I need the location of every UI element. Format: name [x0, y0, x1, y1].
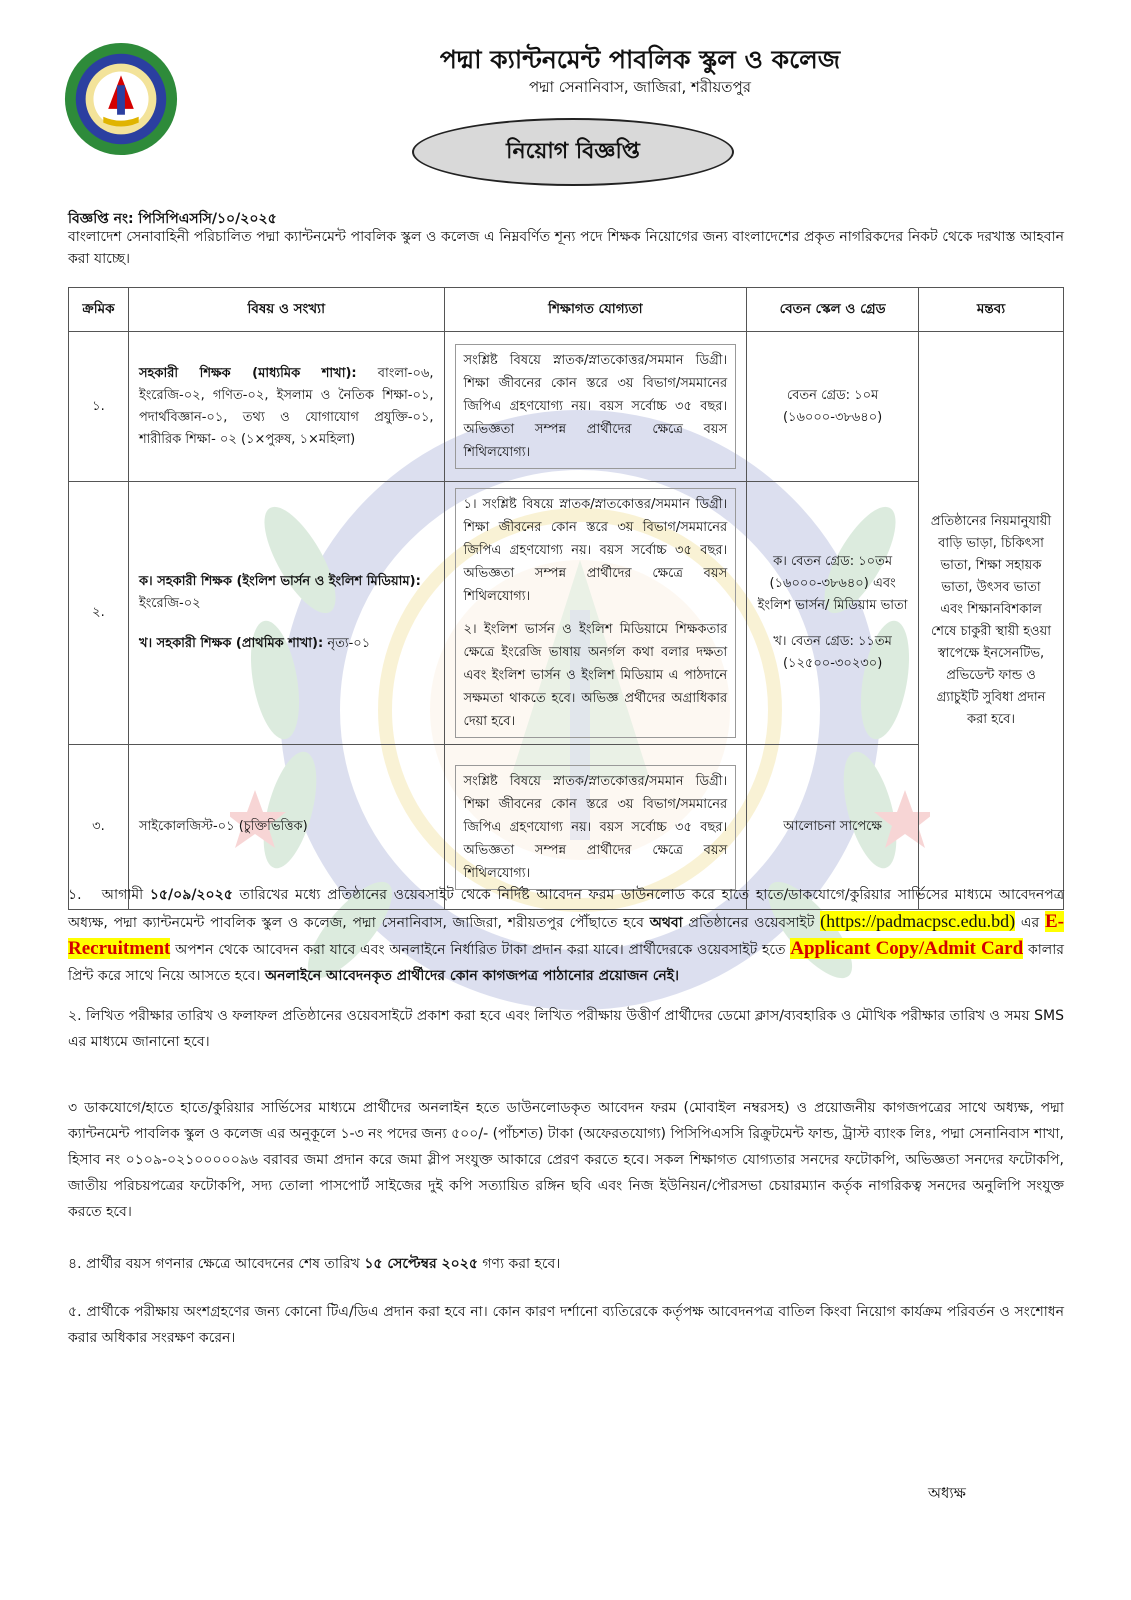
- row-pay-scale: [747, 332, 919, 482]
- note-2: ২. লিখিত পরীক্ষার তারিখ ও ফলাফল প্রতিষ্ঠানের ওয়েবসাইটে প্রকাশ করা হবে এবং লিখিত পরীক্ষায় উত্তীর্ণ প্রার্থীদের ডেমো ক্লাস/ব্যবহারিক ও মৌখিক পরীক্ষার তারিখ ও সময় SMS এর মাধ্যমে জানানো হবে।: [68, 1008, 1064, 1050]
- row-pay-scale: [747, 482, 919, 745]
- row-pay-scale: আলোচনা সাপেক্ষে: [747, 745, 919, 910]
- row-subject: [128, 332, 444, 482]
- note-4: [68, 1251, 1064, 1277]
- header-qualification: শিক্ষাগত যোগ্যতা: [444, 288, 747, 332]
- table-row: [69, 482, 1064, 745]
- note-1-text: আগামী: [101, 887, 150, 903]
- row-serial: ২.: [69, 482, 129, 745]
- row-qualification: [444, 332, 747, 482]
- row-subject: সাইকোলজিস্ট-০১ (চুক্তিভিত্তিক): [128, 745, 444, 910]
- notice-notes: [68, 882, 1064, 1365]
- signature: অধ্যক্ষ: [928, 1484, 966, 1502]
- row-qualification: [444, 482, 747, 745]
- e-recruitment-label: E-Recruitment: [68, 911, 1064, 959]
- note-1: [68, 882, 1064, 989]
- table-row: [69, 332, 1064, 482]
- note-1-text: কালার প্রিন্ট করে সাথে নিয়ে আসতে হবে।: [68, 942, 1064, 984]
- pay-b: খ। বেতন গ্রেড: ১১তম (১২৫০০-৩০২৩০): [773, 634, 892, 671]
- note-5: ৫. প্রার্থীকে পরীক্ষায় অংশগ্রহণের জন্য কোনো টিএ/ডিএ প্রদান করা হবে না। কোন কারণ দর্শানো ব্যতিরেকে কর্তৃপক্ষ আবেদনপত্র বাতিল কিংবা নিয়োগ কার্যক্রম পরিবর্তন ও সংশোধন করার অধিকার সংরক্ষণ করেন।: [68, 1304, 1064, 1346]
- header-subject: বিষয় ও সংখ্যা: [128, 288, 444, 332]
- age-reference-date: ১৫ সেপ্টেম্বর ২০২৫: [364, 1256, 478, 1272]
- qualification-text: [455, 488, 737, 738]
- post-a-title: ক। সহকারী শিক্ষক (ইংলিশ ভার্সন ও ইংলিশ মিডিয়াম):: [138, 574, 421, 589]
- post-title: সহকারী শিক্ষক (মাধ্যমিক শাখা):: [138, 365, 357, 381]
- note-1-text: অপশন থেকে আবেদন করা যাবে এবং অনলাইনে নির্ধারিত টাকা প্রদান করা যাবে। প্রার্থীদেরকে ওয়েবসাইট হতে: [170, 942, 791, 958]
- header-pay-scale: বেতন স্কেল ও গ্রেড: [747, 288, 919, 332]
- note-1-number: ১.: [68, 887, 82, 903]
- school-logo: [62, 40, 180, 158]
- notice-intro: বাংলাদেশ সেনাবাহিনী পরিচালিত পদ্মা ক্যান্টনমেন্ট পাবলিক স্কুল ও কলেজ এ নিম্নবর্ণিত শূন্য পদে শিক্ষক নিয়োগের জন্য বাংলাদেশের প্রকৃত নাগরিকদের নিকট থেকে দরখাস্ত আহবান করা যাচ্ছে।: [68, 229, 1064, 267]
- notice-title: [412, 118, 734, 186]
- header-remarks: মন্তব্য: [919, 288, 1064, 332]
- note-1-text: তারিখের মধ্যে প্রতিষ্ঠানের ওয়েবসাইট থেকে নির্দিষ্ট আবেদন ফরম ডাউনলোড করে হাতে হাতে/ডাকযোগে/কুরিয়ার সার্ভিসের মাধ্যমে আবেদনপত্র অধ্যক্ষ, পদ্মা ক্যান্টনমেন্ট পাবলিক স্কুল ও কলেজ, পদ্মা সেনানিবাস, জাজিরা, শরীয়তপুর পৌঁছাতে হবে: [68, 887, 1065, 931]
- header-serial: ক্রমিক: [69, 288, 129, 332]
- pay-range: (১৬০০০-৩৮৬৪০): [782, 409, 883, 425]
- post-b-title: খ। সহকারী শিক্ষক (প্রাথমিক শাখা):: [138, 636, 324, 651]
- institution-address: পদ্মা সেনানিবাস, জাজিরা, শরীয়তপুর: [529, 78, 751, 96]
- institution-name: পদ্মা ক্যান্টনমেন্ট পাবলিক স্কুল ও কলেজ: [439, 45, 841, 74]
- qualification-text: সংশ্লিষ্ট বিষয়ে স্নাতক/স্নাতকোত্তর/সমমান ডিগ্রী। শিক্ষা জীবনের কোন স্তরে ৩য় বিভাগ/সমমানের জিপিএ গ্রহণযোগ্য নয়। বয়স সর্বোচ্চ ৩৫ বছর। অভিজ্ঞতা সম্পন্ন প্রার্থীদের ক্ষেত্রে বয়স শিথিলযোগ্য।: [455, 344, 737, 469]
- row-serial: ১.: [69, 332, 129, 482]
- deadline-date: ১৫/০৯/২০২৫: [149, 887, 233, 903]
- row-serial: ৩.: [69, 745, 129, 910]
- no-paper-needed: অনলাইনে আবেদনকৃত প্রার্থীদের কোন কাগজপত্র পাঠানোর প্রয়োজন নেই।: [265, 968, 680, 984]
- pay-a: ক। বেতন গ্রেড: ১০তম (১৬০০০-৩৮৬৪০) এবং ইংলিশ ভার্সন/ মিডিয়াম ভাতা: [757, 554, 908, 613]
- post-a: [139, 571, 434, 615]
- note-3: ৩ ডাকযোগে/হাতে হাতে/কুরিয়ার সার্ভিসের মাধ্যমে প্রার্থীদের অনলাইন হতে ডাউনলোডকৃত আবেদন ফরম (মোবাইল নম্বরসহ) ও প্রয়োজনীয় কাগজপত্রের সাথে অধ্যক্ষ, পদ্মা ক্যান্টনমেন্ট পাবলিক স্কুল ও কলেজ এর অনুকূলে ১-৩ নং পদের জন্য ৫০০/- (পাঁচশত) টাকা (অফেরতযোগ্য) পিসিপিএসসি রিক্রুটমেন্ট ফান্ড, ট্রাস্ট ব্যাংক লিঃ, পদ্মা সেনানিবাস শাখা, হিসাব নং ০১০৯-০২১০০০০০৯৬ বরাবর জমা প্রদান করে জমা স্লীপ সংযুক্ত আকারে প্রেরণ করতে হবে। সকল শিক্ষাগত যোগ্যতার সনদের ফটোকপি, অভিজ্ঞতা সনদের ফটোকপি, জাতীয় পরিচয়পত্রের ফটোকপি, সদ্য তোলা পাসপোর্ট সাইজের দুই কপি সত্যায়িত রঙ্গিন ছবি এবং নিজ ইউনিয়ন/পৌরসভা চেয়ারম্যান কর্তৃক নাগরিকত্ব সনদের অনুলিপি সংযুক্ত করতে হবে।: [68, 1100, 1064, 1220]
- notice-title-text: নিয়োগ বিজ্ঞপ্তি: [506, 138, 640, 164]
- remarks-cell: প্রতিষ্ঠানের নিয়মানুযায়ী বাড়ি ভাড়া, চিকিৎসা ভাতা, শিক্ষা সহায়ক ভাতা, উৎসব ভাতা এবং শিক্ষানবিশকাল শেষে চাকুরী স্থায়ী হওয়া স্বাপেক্ষে ইনসেনটিভ, প্রভিডেন্ট ফান্ড ও গ্র্যাচুইটি সুবিধা প্রদান করা হবে।: [919, 332, 1064, 910]
- note-4-text: গণ্য করা হবে।: [477, 1256, 561, 1272]
- or-word: অথবা: [649, 915, 683, 931]
- notice-reference: বিজ্ঞপ্তি নং: পিসিপিএসসি/১০/২০২৫: [68, 211, 277, 227]
- post-a-detail: ইংরেজি-০২: [138, 596, 201, 611]
- qualification-point-1: ১। সংশ্লিষ্ট বিষয়ে স্নাতক/স্নাতকোত্তর/সমমান ডিগ্রী। শিক্ষা জীবনের কোন স্তরে ৩য় বিভাগ/সমমানের জিপিএ গ্রহণযোগ্য নয়। বয়স সর্বোচ্চ ৩৫ বছর। অভিজ্ঞতা সম্পন্ন প্রার্থীদের ক্ষেত্রে বয়স শিথিলযোগ্য।: [463, 497, 728, 604]
- note-1-text: এর: [1015, 915, 1045, 931]
- pay-grade: বেতন গ্রেড: ১০ম: [786, 387, 879, 403]
- posts-table: [68, 287, 1064, 910]
- row-subject: [128, 482, 444, 745]
- table-header-row: [69, 288, 1064, 332]
- note-1-text: প্রতিষ্ঠানের ওয়েবসাইট: [682, 915, 821, 931]
- admit-card-label: Applicant Copy/Admit Card: [790, 938, 1024, 959]
- post-detail: বাংলা-০৬, ইংরেজি-০২, গণিত-০২, ইসলাম ও নৈতিক শিক্ষা-০১, পদার্থবিজ্ঞান-০১, তথ্য ও যোগাযোগ প্রযুক্তি-০১, শারীরিক শিক্ষা- ০২ (১×পুরুষ, ১×মহিলা): [138, 365, 434, 447]
- qualification-point-2: ২। ইংলিশ ভার্সন ও ইংলিশ মিডিয়ামে শিক্ষকতার ক্ষেত্রে ইংরেজি ভাষায় অনর্গল কথা বলার দক্ষতা এবং ইংলিশ ভার্সন ও ইংলিশ মিডিয়াম এ পাঠদানে সক্ষমতা থাকতে হবে। অভিজ্ঞ প্রর্থীদের অগ্রাধিকার দেয়া হবে।: [463, 622, 728, 729]
- website-link[interactable]: (https://padmacpsc.edu.bd): [820, 911, 1016, 931]
- post-b-detail: নৃত্য-০১: [323, 636, 371, 651]
- post-b: [139, 633, 434, 655]
- note-4-text: ৪. প্রার্থীর বয়স গণনার ক্ষেত্রে আবেদনের শেষ তারিখ: [68, 1256, 365, 1272]
- qualification-text: সংশ্লিষ্ট বিষয়ে স্নাতক/স্নাতকোত্তর/সমমান ডিগ্রী। শিক্ষা জীবনের কোন স্তরে ৩য় বিভাগ/সমমানের জিপিএ গ্রহণযোগ্য নয়। বয়স সর্বোচ্চ ৩৫ বছর। অভিজ্ঞতা সম্পন্ন প্রার্থীদের ক্ষেত্রে বয়স শিথিলযোগ্য।: [455, 765, 737, 890]
